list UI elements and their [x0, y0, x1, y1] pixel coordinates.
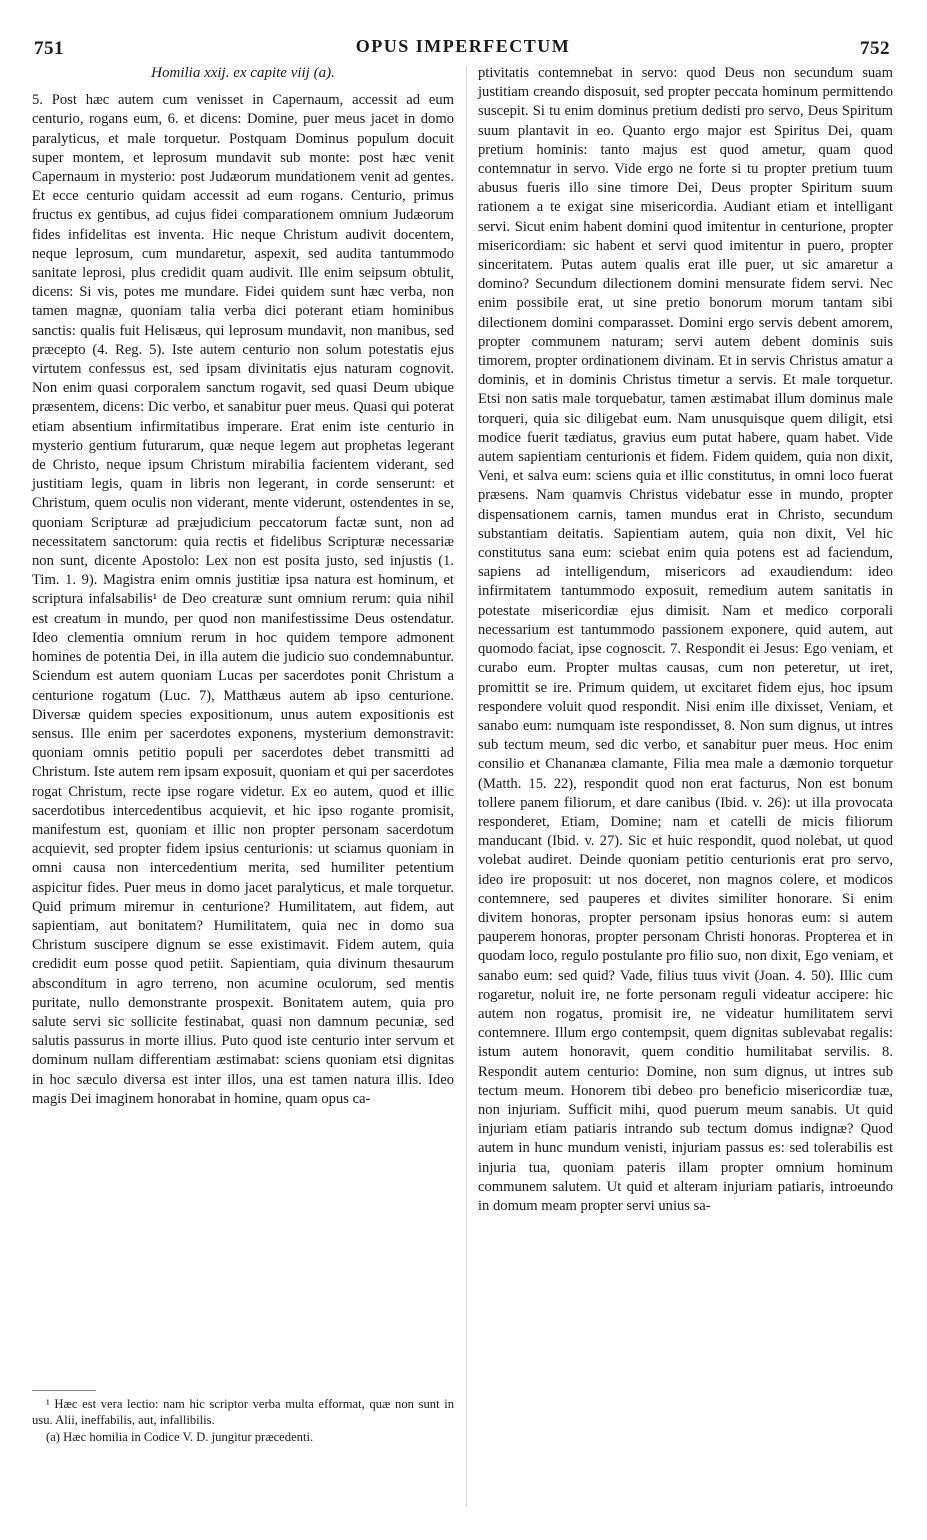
footnote-rule	[32, 1390, 96, 1391]
left-column	[32, 64, 454, 1109]
page-number-right: 752	[860, 38, 890, 59]
footnote-a: (a) Hæc homilia in Codice V. D. jungitur præcedenti.	[46, 1430, 314, 1445]
page-header	[32, 30, 894, 66]
column-divider	[466, 66, 467, 1506]
footnote-1: ¹ Hæc est vera lectio: nam hic scriptor verba multa efformat, quæ non sunt in usu. Alii, ineffabilis, aut, infallibilis.	[32, 1397, 454, 1427]
homily-title: Homilia xxij. ex capite viij (a).	[151, 65, 335, 81]
page-number-left: 751	[34, 38, 64, 59]
running-title: OPUS IMPERFECTUM	[355, 36, 571, 56]
right-column-text: ptivitatis contemnebat in servo: quod Deus non secundum suam justitiam creando disposuit, sed propter peccata hominum permittendo suscepit. Si tu enim dominus pretium dedisti pro servo, Deus Spiritum suum plantavit in eo. Quanto ergo major est Spiritus Dei, quam pretium hominis: tanto majus est quod ametur, quam quod contemnatur in servo. Vide ergo ne forte si tu propter pretium tuum abusus fueris illo sine timore Dei, Deus propter Spiritum suum rationem a te exigat sine misericordia. Audiant etiam et intelligant servi. Sicut enim habent domini quod imitentur in centurione, propter misericordiam: sic habent et servi quod imitentur in puero, propter sinceritatem. Putas autem qualis erat ille puer, ut sic amaretur a domino? Secundum dilectionem domini mensurate fidem servi. Nec enim possibile erat, ut sine pretio bonorum morum tantam sibi dilectionem domini comparasset. Domini ergo servis debent amorem, propter communem naturam; servi autem debent dominis suis timorem, propter ordinationem divinam. Et in servis Christus amatur a dominis, et in dominis Christus timetur a servis. Et male torquetur. Etsi non satis male torquebatur, tamen æstimabat illum dominus male torqueri, quia sic diligebat eum. Nam unusquisque quem diligit, etsi modice fuerit tædiatus, gravius eum putat habere, quam habet. Vide autem sapientiam centurionis et fidem. Fidem quidem, quia non dixit, Veni, et salva eum: sciens quia et illic constitutus, in omni loco fuerat præsens. Nam quamvis Christus videbatur esse in mundo, propter dispensationem carnis, tamen mundus erat in Christo, secundum substantiam deitatis. Sapientiam autem, quia non dixit, Vel hic constitutus sana eum: sciebat enim quia potens est ad faciendum, sapiens ad intelligendum, misericors ad exaudiendum: ideo infirmitatem tantummodo exposuit, remedium autem sanitatis in potestate misericordiæ ejus dimisit. Nam et medico corporali necessarium est tantummodo passionem exponere, quid autem, aut quomodo faciat, ipse cognoscit. 7. Respondit ei Jesus: Ego veniam, et curabo eum. Propter multas causas, cum non peteretur, ut iret, promittit se ire. Primum quidem, ut excitaret fidem ejus, hoc ipsum respondere voluit quod respondit. Nisi enim ille dixisset, Veniam, et sanabo eum: numquam iste respondisset, 8. Non sum dignus, ut intres sub tectum meum, sed dic verbo, et sanabitur puer meus. Hoc enim consilio et Chananæa clamante, Filia mea male a dæmonio torquetur (Matth. 15. 22), respondit quod non erat facturus, Non est bonum tollere panem filiorum, et dare canibus (Ibid. v. 26): ut illa provocata responderet, Etiam, Domine; nam et catelli de micis filiorum manducant (Ibid. v. 27). Sic et huic respondit, quod nolebat, ut quod volebat audiret. Deinde quoniam petitio centurionis erat pro servo, ideo ire proposuit: ut nos doceret, non magnos colere, et modicos contemnere, sed pauperes et divites similiter honorare. Si enim divitem honoras, propter personam ipsius honoras eum: si autem pauperem honoras, propter personam Christi honoras. Propterea et in quodam loco, regulo postulante pro filio suo, non dixit, Ego veniam, et sanabo eum: sed quid? Vade, filius tuus vivit (Joan. 4. 50). Illic cum rogaretur, noluit ire, ne forte personam reguli videatur accipere: hic autem non rogatus, promisit ire, ne videatur humilitatem servi contemnere. Illum ergo contempsit, quem dignitas sublevabat regalis: istum autem honoravit, quem conditio humilitabat servilis. 8. Respondit autem centurio: Domine, non sum dignus, ut intres sub tectum meum. Honorem tibi debeo pro beneficio misericordiæ tuæ, non injuriam. Sufficit mihi, quod puerum meum sanabis. Ut quid injuriam etiam patiaris intrando sub tectum domus indignæ? Quod autem in hunc mundum venisti, injuriam passus es: sed tolerabilis est injuria tua, quoniam pateris illam propter omnium hominum communem salutem. Ut quid et alteram injuriam patiaris, introeundo in domum meam propter servi unius sa-	[478, 65, 893, 1214]
footnotes	[32, 1390, 454, 1448]
right-column	[478, 64, 893, 1216]
left-column-text: 5. Post hæc autem cum venisset in Capernaum, accessit ad eum centurio, rogans eum, 6. et dicens: Domine, puer meus jacet in domo paralyticus, et male torquetur. Postquam Dominus populum docuit super montem, et leprosum mundavit sub monte: post hæc venit Capernaum in mysterio: post Judæorum mundationem venit ad gentes. Et ecce centurio quidam accessit ad eum rogans. Centurio, primus fructus ex gentibus, ad cujus fidei comparationem omnium Judæorum fides infidelitas est inventa. Hic neque Christum audivit docentem, neque leprosum, cum mundaretur, aspexit, sed audita tantummodo sanitate leprosi, plus credidit quam audivit. Ille enim seipsum obtulit, dicens: Si vis, potes me mundare. Fidei quidem sunt hæc verba, non tamen magnæ, quoniam talia verba dici poterant etiam hominibus sanctis: qualis fuit Helisæus, qui leprosum mundavit, non manibus, sed præcepto (4. Reg. 5). Iste autem centurio non solum potestatis ejus virtutem confessus est, sed ipsam divinitatis ejus naturam cognovit. Non enim quasi corporalem sanctum rogavit, sed quasi Deum ubique præsentem, dicens: Dic verbo, et sanabitur puer meus. Quasi qui poterat etiam absentium infirmitatibus imperare. Erat enim iste centurio in mysterio gentium futurarum, quæ neque legem aut prophetas legerant de Christo, neque ipsum Christum mirabilia facientem viderant, sed justitiam legis, quam in libris non legerant, in corde senserunt: et Christum, quem oculis non viderant, mente viderunt, ostendentes in se, quoniam Scripturæ ad præjudicium peccatorum factæ sunt, non ad necessitatem sanctorum: quia rectis et fidelibus Scripturæ necessariæ non sunt, dicente Apostolo: Lex non est posita justo, sed injustis (1. Tim. 1. 9). Magistra enim omnis justitiæ ipsa natura est hominum, et scriptura infalsabilis¹ de Deo creaturæ sunt omnium rerum: quia nihil est creatum in mundo, per quod non manifestissime Deus ostendatur. Ideo clementia omnium rerum in hoc quidem tempore admonent homines de potentia Dei, in illa autem die judicio suo condemnabuntur. Sciendum est autem quoniam Lucas per sacerdotes ponit Christum a centurione rogatum (Luc. 7), Matthæus autem ab ipso centurione. Diversæ quidem species expositionum, unus autem expositionis est sensus. Ille enim per sacerdotes exponens, mysterium demonstravit: quoniam omnis petitio populi per sacerdotes debet transmitti ad Christum. Iste autem rem ipsam exposuit, quoniam et qui per sacerdotes rogat Christum, recte ipse rogare videtur. Ex eo autem, quod et illic sacerdotibus intercedentibus acquievit, et hic ipso rogante promisit, manifestum est, quoniam et illic non propter personam sacerdotum acquievit, sed propter fidem ipsius centurionis: ut sciamus quoniam in omni causa non intercedentium merita, sed humiliter petentium aspicitur fides. Puer meus in domo jacet paralyticus, et male torquetur. Quid primum miremur in centurione? Humilitatem, aut fidem, aut sapientiam, aut bonitatem? Humilitatem, quia nec in domo sua Christum suscipere dignum se esse existimavit. Fidem autem, quia credidit eum posse quod petiit. Sapientiam, quia divinum thesaurum absconditum in agro terreno, non acumine oculorum, sed mentis puritate, nullo demonstrante prospexit. Bonitatem autem, quia pro salute servi sic sollicite festinabat, quasi non damnum pecuniæ, sed salutis passurus in morte illius. Puto quod iste centurio inter servum et dominum nullam differentiam æstimabat: sciens quoniam etsi dignitas in hoc sæculo diversa est inter illos, una est tamen natura illis. Ideo magis Dei imaginem honorabat in homine, quam opus ca-	[32, 92, 454, 1107]
